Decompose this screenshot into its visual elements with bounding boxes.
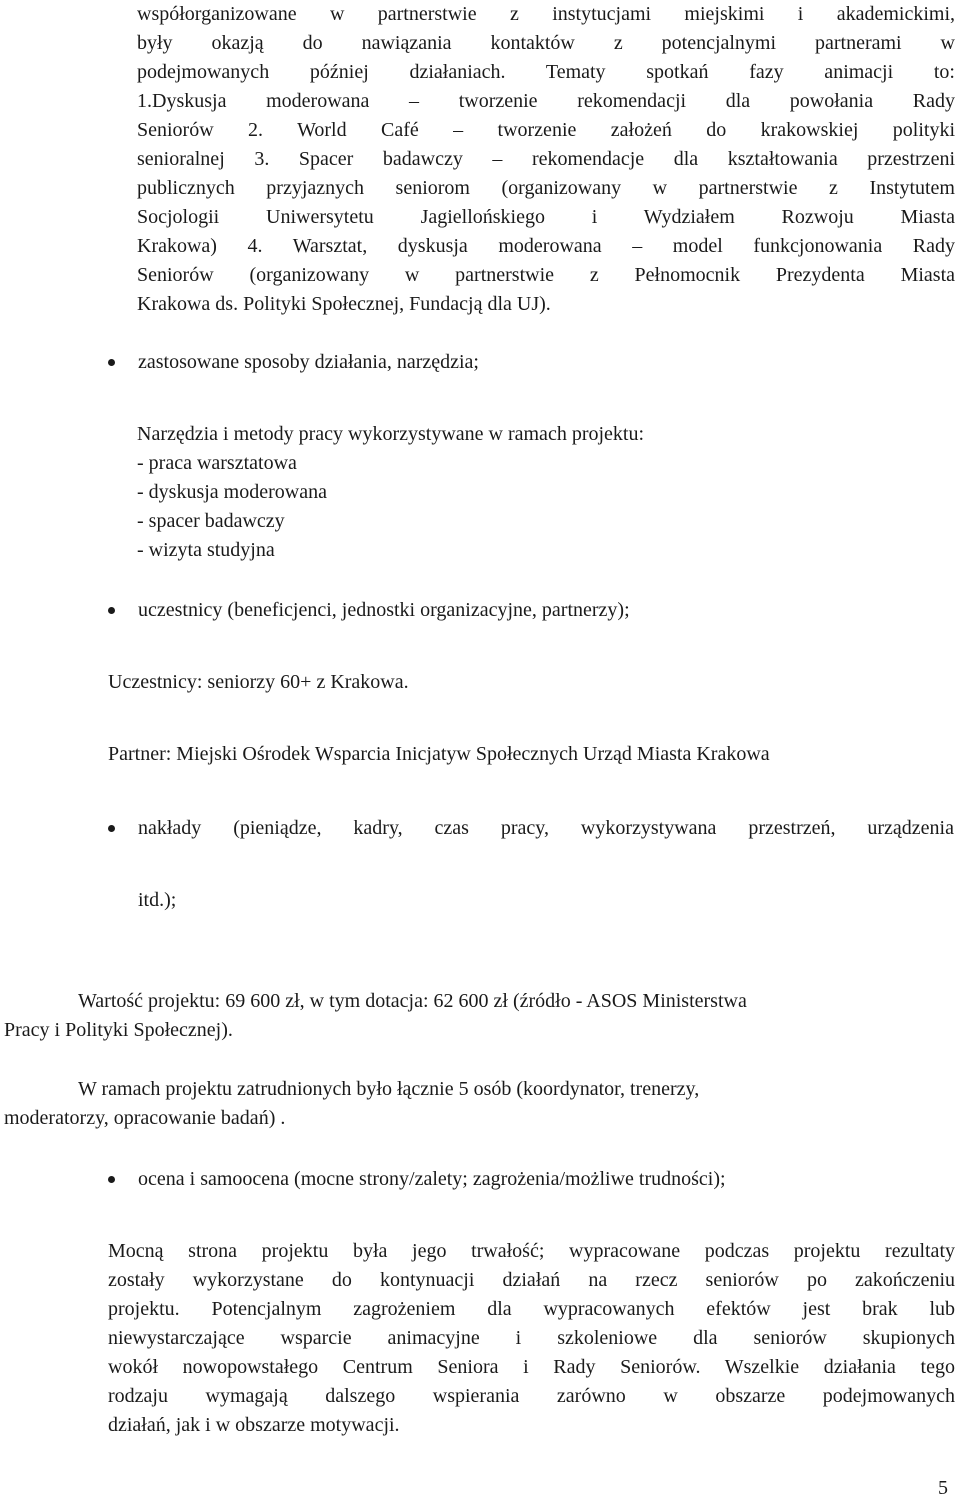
value-line: Pracy i Polityki Społecznej). bbox=[4, 1019, 233, 1041]
tools-item: - wizyta studyjna bbox=[137, 539, 275, 561]
paragraph-line: Seniorów (organizowany w partnerstwie z Pełnomocnik Prezydenta Miasta bbox=[137, 264, 955, 286]
participants-text: Uczestnicy: seniorzy 60+ z Krakowa. bbox=[108, 671, 409, 693]
staff-paragraph bbox=[4, 1075, 924, 1133]
tools-item: - dyskusja moderowana bbox=[137, 481, 327, 503]
bullet-icon bbox=[108, 1176, 115, 1183]
page-number: 5 bbox=[938, 1477, 948, 1499]
tools-heading: Narzędzia i metody pracy wykorzystywane w ramach projektu: bbox=[137, 423, 645, 445]
paragraph-line: były okazją do nawiązania kontaktów z potencjalnymi partnerami w bbox=[137, 32, 955, 54]
intro-paragraph bbox=[137, 0, 955, 319]
value-paragraph bbox=[4, 987, 924, 1045]
assessment-line: wokół nowopowstałego Centrum Seniora i Rady Seniorów. Wszelkie działania tego bbox=[108, 1356, 955, 1378]
bullet-icon bbox=[108, 607, 115, 614]
paragraph-line: publicznych przyjaznych seniorom (organizowany w partnerstwie z Instytutem bbox=[137, 177, 955, 199]
value-line: Wartość projektu: 69 600 zł, w tym dotacja: 62 600 zł (źródło - ASOS Ministerstwa bbox=[78, 990, 747, 1012]
tools-item: - praca warsztatowa bbox=[137, 452, 297, 474]
assessment-line: działań, jak i w obszarze motywacji. bbox=[108, 1414, 400, 1436]
paragraph-line: 1.Dyskusja moderowana – tworzenie rekomendacji dla powołania Rady bbox=[137, 90, 955, 112]
paragraph-line: senioralnej 3. Spacer badawczy – rekomendacje dla kształtowania przestrzeni bbox=[137, 148, 955, 170]
paragraph-line: podejmowanych później działaniach. Tematy spotkań fazy animacji to: bbox=[137, 61, 955, 83]
tools-section bbox=[137, 420, 644, 565]
assessment-line: rodzaju wymagają dalszego wspierania zarówno w obszarze podejmowanych bbox=[108, 1385, 955, 1407]
paragraph-line: Krakowa) 4. Warsztat, dyskusja moderowana – model funkcjonowania Rady bbox=[137, 235, 955, 257]
bullet-text: nakłady (pieniądze, kadry, czas pracy, wykorzystywana przestrzeń, urządzenia bbox=[138, 817, 954, 839]
staff-line: W ramach projektu zatrudnionych było łącznie 5 osób (koordynator, trenerzy, bbox=[78, 1078, 700, 1100]
tools-item: - spacer badawczy bbox=[137, 510, 285, 532]
paragraph-line: Krakowa ds. Polityki Społecznej, Fundacją dla UJ). bbox=[137, 293, 551, 315]
bullet-text: ocena i samoocena (mocne strony/zalety; zagrożenia/możliwe trudności); bbox=[138, 1168, 726, 1190]
assessment-line: niewystarczające wsparcie animacyjne i szkoleniowe dla seniorów skupionych bbox=[108, 1327, 955, 1349]
staff-line: moderatorzy, opracowanie badań) . bbox=[4, 1107, 286, 1129]
partner-text: Partner: Miejski Ośrodek Wsparcia Inicjatyw Społecznych Urząd Miasta Krakowa bbox=[108, 743, 770, 765]
assessment-line: projektu. Potencjalnym zagrożeniem dla wypracowanych efektów jest brak lub bbox=[108, 1298, 955, 1320]
bullet-icon bbox=[108, 825, 115, 832]
assessment-paragraph bbox=[108, 1237, 955, 1440]
paragraph-line: współorganizowane w partnerstwie z instytucjami miejskimi i akademickimi, bbox=[137, 3, 955, 25]
assessment-line: zostały wykorzystane do kontynuacji działań na rzecz seniorów po zakończeniu bbox=[108, 1269, 955, 1291]
bullet-text: uczestnicy (beneficjenci, jednostki organizacyjne, partnerzy); bbox=[138, 599, 630, 621]
bullet-text: zastosowane sposoby działania, narzędzia; bbox=[138, 351, 479, 373]
bullet-icon bbox=[108, 359, 115, 366]
assessment-line: Mocną strona projektu była jego trwałość; wypracowane podczas projektu rezultaty bbox=[108, 1240, 955, 1262]
bullet-continuation: itd.); bbox=[138, 889, 177, 911]
paragraph-line: Seniorów 2. World Café – tworzenie założeń do krakowskiej polityki bbox=[137, 119, 955, 141]
paragraph-line: Socjologii Uniwersytetu Jagiellońskiego i Wydziałem Rozwoju Miasta bbox=[137, 206, 955, 228]
